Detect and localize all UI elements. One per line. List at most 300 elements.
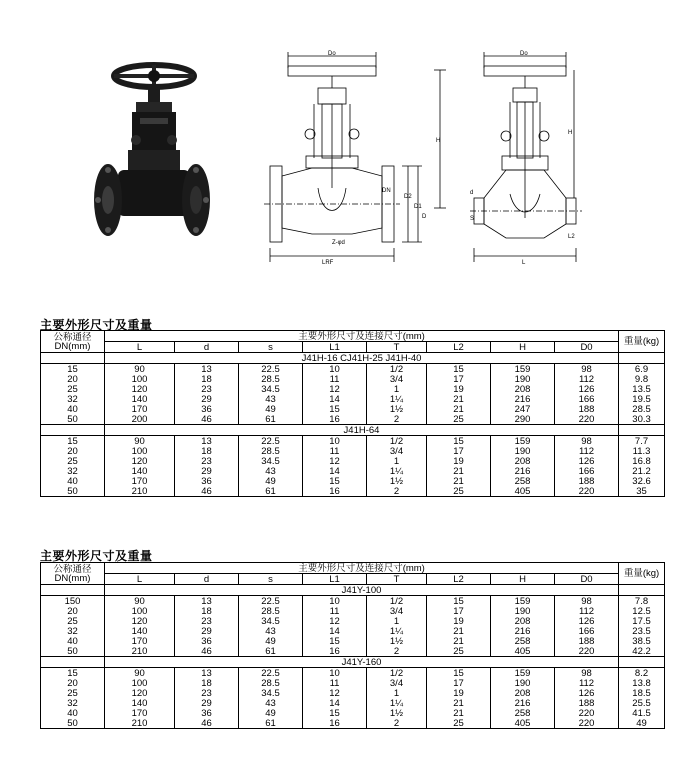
dimension-cell: 14 [303,698,367,708]
dimension-cell: 98 [555,596,619,607]
dimension-cell: 140 [105,698,175,708]
main-header: 主要外形尺寸及连接尺寸(mm) [105,331,619,342]
dimension-cell: 405 [491,486,555,497]
dimension-cell: 159 [491,436,555,447]
group-row-spacer [619,425,665,436]
dimension-cell: 188 [555,698,619,708]
group-row-spacer [41,425,105,436]
dimension-cell: 46 [175,646,239,657]
dimension-cell: 1¼ [367,698,427,708]
dn-cell: 32 [41,466,105,476]
table-row [41,394,665,404]
dimension-cell: 170 [105,636,175,646]
dn-cell: 40 [41,476,105,486]
table-row [41,718,665,729]
dn-cell: 32 [41,626,105,636]
dimension-cell: 216 [491,698,555,708]
dimension-cell: 29 [175,466,239,476]
main-header: 主要外形尺寸及连接尺寸(mm) [105,563,619,574]
table-row [41,446,665,456]
dimension-cell: 1½ [367,404,427,414]
weight-cell: 12.5 [619,606,665,616]
dimension-cell: 19 [427,616,491,626]
dimension-cell: 190 [491,446,555,456]
dimension-cell: 159 [491,668,555,679]
dn-header: 公称通径 DN(mm) [41,563,105,585]
col-header-l: L [105,574,175,585]
dn-cell: 50 [41,718,105,729]
dimension-cell: 140 [105,466,175,476]
dn-cell: 50 [41,414,105,425]
dimension-cell: 190 [491,678,555,688]
dim-d1-label: D1 [414,204,422,210]
dimension-cell: 98 [555,436,619,447]
dimension-cell: 112 [555,606,619,616]
dn-cell: 15 [41,364,105,375]
col-header-d: d [175,342,239,353]
dim-lrf-label: LRF [322,260,334,266]
dimension-cell: 220 [555,708,619,718]
dimension-cell: 14 [303,626,367,636]
dim-l2-label: L2 [568,234,575,240]
dim-l-label: L [522,260,526,266]
dimension-cell: 43 [239,466,303,476]
dimension-cell: 49 [239,708,303,718]
dimension-cell: 21 [427,466,491,476]
dimension-cell: 13 [175,364,239,375]
dimension-cell: 1 [367,384,427,394]
dn-header: 公称通径 DN(mm) [41,331,105,353]
dimension-cell: 17 [427,374,491,384]
dimension-cell: 23 [175,456,239,466]
dimension-cell: 126 [555,384,619,394]
group-row-spacer [619,585,665,596]
dimension-cell: 2 [367,718,427,729]
dimension-cell: 2 [367,646,427,657]
dimension-cell: 14 [303,394,367,404]
dimension-cell: 3/4 [367,678,427,688]
dimension-cell: 166 [555,626,619,636]
dimension-cell: 12 [303,616,367,626]
table-row [41,596,665,607]
group-row-spacer [619,353,665,364]
dimension-cell: 49 [239,636,303,646]
dn-cell: 20 [41,678,105,688]
dn-cell: 25 [41,384,105,394]
table-row [41,476,665,486]
weight-cell: 30.3 [619,414,665,425]
dimension-cell: 46 [175,486,239,497]
dimension-cell: 15 [303,476,367,486]
dimension-cell: 126 [555,616,619,626]
dimension-cell: 22.5 [239,668,303,679]
dimension-cell: 15 [303,708,367,718]
dimension-cell: 23 [175,616,239,626]
dimension-table-1 [40,330,665,497]
dimension-cell: 21 [427,708,491,718]
weight-cell: 25.5 [619,698,665,708]
weight-cell: 13.5 [619,384,665,394]
dimension-cell: 15 [303,404,367,414]
dimension-cell: 112 [555,446,619,456]
dimension-cell: 19 [427,456,491,466]
dn-cell: 40 [41,708,105,718]
dim-h-label-2: H [568,130,573,136]
dim-dn-label: DN [382,188,391,194]
weight-cell: 23.5 [619,626,665,636]
dimension-cell: 19 [427,688,491,698]
dimension-cell: 11 [303,678,367,688]
dn-cell: 15 [41,436,105,447]
dimension-cell: 49 [239,476,303,486]
dimension-cell: 21 [427,476,491,486]
section-title-1: 主要外形尺寸及重量 [40,318,153,332]
dimension-cell: 100 [105,606,175,616]
group-row-spacer [41,353,105,364]
dimension-cell: 22.5 [239,436,303,447]
dimension-cell: 1/2 [367,668,427,679]
dimension-cell: 16 [303,646,367,657]
weight-cell: 28.5 [619,404,665,414]
col-header-s: s [239,342,303,353]
dimension-cell: 1¼ [367,394,427,404]
dimension-cell: 3/4 [367,606,427,616]
dim-z-label: Z-φd [332,240,345,246]
dimension-cell: 10 [303,436,367,447]
dimension-cell: 29 [175,626,239,636]
group-row-spacer [41,657,105,668]
dimension-cell: 208 [491,688,555,698]
dimension-cell: 18 [175,374,239,384]
dimension-cell: 13 [175,436,239,447]
dimension-cell: 10 [303,596,367,607]
dimension-cell: 61 [239,414,303,425]
dimension-cell: 1 [367,688,427,698]
dimension-cell: 11 [303,606,367,616]
dn-cell: 50 [41,646,105,657]
dimension-cell: 2 [367,414,427,425]
dimension-cell: 21 [427,394,491,404]
dimension-cell: 16 [303,718,367,729]
dim-do-label: Do [328,51,336,57]
dimension-cell: 17 [427,606,491,616]
dimension-cell: 10 [303,668,367,679]
dimension-cell: 34.5 [239,456,303,466]
dim-d-label: D [422,214,427,220]
dn-cell: 25 [41,616,105,626]
dn-cell: 25 [41,456,105,466]
dimension-cell: 1½ [367,636,427,646]
table-row [41,456,665,466]
dimension-cell: 290 [491,414,555,425]
dimension-cell: 208 [491,456,555,466]
dimension-cell: 21 [427,698,491,708]
dimension-cell: 16 [303,486,367,497]
dimension-cell: 216 [491,466,555,476]
dimension-cell: 13 [175,668,239,679]
dimension-cell: 112 [555,678,619,688]
dimension-cell: 210 [105,486,175,497]
weight-cell: 9.8 [619,374,665,384]
dimension-cell: 405 [491,718,555,729]
group-row-spacer [619,657,665,668]
col-header-l2: L2 [427,574,491,585]
dimension-cell: 46 [175,718,239,729]
section-title-2: 主要外形尺寸及重量 [40,549,153,563]
dimension-cell: 28.5 [239,606,303,616]
weight-cell: 38.5 [619,636,665,646]
dn-cell: 32 [41,698,105,708]
dimension-cell: 25 [427,486,491,497]
table-row [41,698,665,708]
dimension-cell: 170 [105,476,175,486]
group-label: J41Y-100 [105,585,619,596]
dimension-cell: 16 [303,414,367,425]
dimension-cell: 100 [105,678,175,688]
group-row-spacer [41,585,105,596]
dimension-cell: 25 [427,414,491,425]
dimension-cell: 12 [303,688,367,698]
weight-cell: 6.9 [619,364,665,375]
table-row [41,374,665,384]
table-row [41,668,665,679]
table-row [41,616,665,626]
dimension-cell: 12 [303,384,367,394]
dimension-cell: 100 [105,374,175,384]
dimension-cell: 2 [367,486,427,497]
dimension-cell: 34.5 [239,688,303,698]
dimension-cell: 170 [105,708,175,718]
dimension-cell: 258 [491,476,555,486]
weight-cell: 7.7 [619,436,665,447]
dimension-cell: 190 [491,606,555,616]
dimension-cell: 15 [427,596,491,607]
group-label: J41Y-160 [105,657,619,668]
dimension-cell: 1/2 [367,364,427,375]
col-header-t: T [367,342,427,353]
col-header-h: H [491,574,555,585]
dimension-cell: 46 [175,414,239,425]
dimension-cell: 1/2 [367,596,427,607]
dimension-cell: 258 [491,708,555,718]
dimension-cell: 220 [555,414,619,425]
dimension-cell: 15 [427,436,491,447]
dimension-table-2 [40,562,665,729]
dimension-cell: 159 [491,364,555,375]
dimension-cell: 98 [555,668,619,679]
dimension-cell: 23 [175,384,239,394]
dimension-cell: 18 [175,606,239,616]
dimension-cell: 120 [105,384,175,394]
dim-d-small-label: d [470,190,474,196]
table-row [41,708,665,718]
dimension-cell: 14 [303,466,367,476]
dimension-cell: 1½ [367,476,427,486]
table-row [41,486,665,497]
weight-cell: 32.6 [619,476,665,486]
dn-cell: 40 [41,636,105,646]
dimension-cell: 126 [555,456,619,466]
dimension-cell: 159 [491,596,555,607]
col-header-d0: D0 [555,574,619,585]
table-row [41,646,665,657]
dn-cell: 20 [41,374,105,384]
dimension-cell: 90 [105,596,175,607]
dimension-cell: 188 [555,636,619,646]
dimension-cell: 247 [491,404,555,414]
dimension-cell: 17 [427,446,491,456]
col-header-l1: L1 [303,342,367,353]
dimension-cell: 90 [105,668,175,679]
dn-cell: 20 [41,446,105,456]
dimension-cell: 170 [105,404,175,414]
col-header-d0: D0 [555,342,619,353]
weight-header: 重量(kg) [619,331,665,353]
dn-cell: 40 [41,404,105,414]
dimension-cell: 34.5 [239,616,303,626]
weight-header: 重量(kg) [619,563,665,585]
dimension-cell: 405 [491,646,555,657]
dn-cell: 15 [41,668,105,679]
dimension-cell: 22.5 [239,364,303,375]
dimension-cell: 210 [105,718,175,729]
dn-cell: 25 [41,688,105,698]
weight-cell: 41.5 [619,708,665,718]
dimension-cell: 112 [555,374,619,384]
dn-cell: 20 [41,606,105,616]
col-header-l: L [105,342,175,353]
dimension-cell: 21 [427,404,491,414]
dimension-cell: 61 [239,646,303,657]
dimension-cell: 28.5 [239,446,303,456]
dimension-cell: 208 [491,616,555,626]
dimension-cell: 208 [491,384,555,394]
dimension-cell: 220 [555,718,619,729]
table-row [41,678,665,688]
dimension-cell: 29 [175,698,239,708]
dimension-cell: 3/4 [367,446,427,456]
dimension-cell: 1 [367,616,427,626]
dimension-cell: 166 [555,394,619,404]
valve-photo [92,62,212,252]
dimension-cell: 61 [239,486,303,497]
dimension-cell: 36 [175,476,239,486]
dimension-cell: 3/4 [367,374,427,384]
dim-h-label: H [436,138,441,144]
dimension-cell: 36 [175,708,239,718]
weight-cell: 16.8 [619,456,665,466]
dim-d2-label: D2 [404,194,412,200]
table-row [41,688,665,698]
table-row [41,636,665,646]
dimension-cell: 25 [427,718,491,729]
weight-cell: 8.2 [619,668,665,679]
dimension-cell: 140 [105,394,175,404]
dimension-cell: 17 [427,678,491,688]
dimension-cell: 216 [491,394,555,404]
dimension-cell: 18 [175,446,239,456]
weight-cell: 7.8 [619,596,665,607]
dimension-cell: 28.5 [239,678,303,688]
dimension-cell: 90 [105,364,175,375]
dimension-cell: 1½ [367,708,427,718]
table-row [41,364,665,375]
dimension-cell: 43 [239,626,303,636]
dimension-cell: 220 [555,486,619,497]
col-header-l1: L1 [303,574,367,585]
dimension-cell: 258 [491,636,555,646]
dimension-cell: 1¼ [367,626,427,636]
flanged-valve-drawing [262,48,450,266]
dimension-cell: 11 [303,446,367,456]
table-row [41,626,665,636]
weight-cell: 49 [619,718,665,729]
col-header-t: T [367,574,427,585]
table-row [41,466,665,476]
dimension-cell: 188 [555,476,619,486]
dimension-cell: 10 [303,364,367,375]
dimension-cell: 29 [175,394,239,404]
dimension-cell: 25 [427,646,491,657]
dimension-cell: 1¼ [367,466,427,476]
dimension-cell: 23 [175,688,239,698]
dimension-cell: 34.5 [239,384,303,394]
col-header-l2: L2 [427,342,491,353]
dimension-cell: 28.5 [239,374,303,384]
weight-cell: 18.5 [619,688,665,698]
table-row [41,404,665,414]
dim-do-label-2: Do [520,51,528,57]
group-label: J41H-16 CJ41H-25 J41H-40 [105,353,619,364]
dimension-cell: 188 [555,404,619,414]
group-label: J41H-64 [105,425,619,436]
dimension-cell: 1 [367,456,427,466]
dn-cell: 50 [41,486,105,497]
col-header-d: d [175,574,239,585]
dimension-cell: 120 [105,616,175,626]
dimension-cell: 36 [175,404,239,414]
dimension-cell: 190 [491,374,555,384]
weight-cell: 21.2 [619,466,665,476]
dimension-cell: 1/2 [367,436,427,447]
dim-s-label: S [470,216,475,222]
dimension-cell: 18 [175,678,239,688]
weight-cell: 13.8 [619,678,665,688]
weight-cell: 42.2 [619,646,665,657]
dimension-cell: 11 [303,374,367,384]
dimension-cell: 13 [175,596,239,607]
dimension-cell: 15 [303,636,367,646]
dimension-cell: 12 [303,456,367,466]
weight-cell: 19.5 [619,394,665,404]
dimension-cell: 120 [105,456,175,466]
dimension-cell: 15 [427,668,491,679]
dimension-cell: 43 [239,698,303,708]
dimension-cell: 61 [239,718,303,729]
table-row [41,384,665,394]
weight-cell: 35 [619,486,665,497]
dimension-cell: 100 [105,446,175,456]
dimension-cell: 220 [555,646,619,657]
table-row [41,606,665,616]
dimension-cell: 21 [427,626,491,636]
col-header-s: s [239,574,303,585]
dimension-cell: 216 [491,626,555,636]
socket-weld-valve-drawing [470,48,582,266]
dn-cell: 150 [41,596,105,607]
dimension-cell: 210 [105,646,175,657]
dimension-cell: 36 [175,636,239,646]
